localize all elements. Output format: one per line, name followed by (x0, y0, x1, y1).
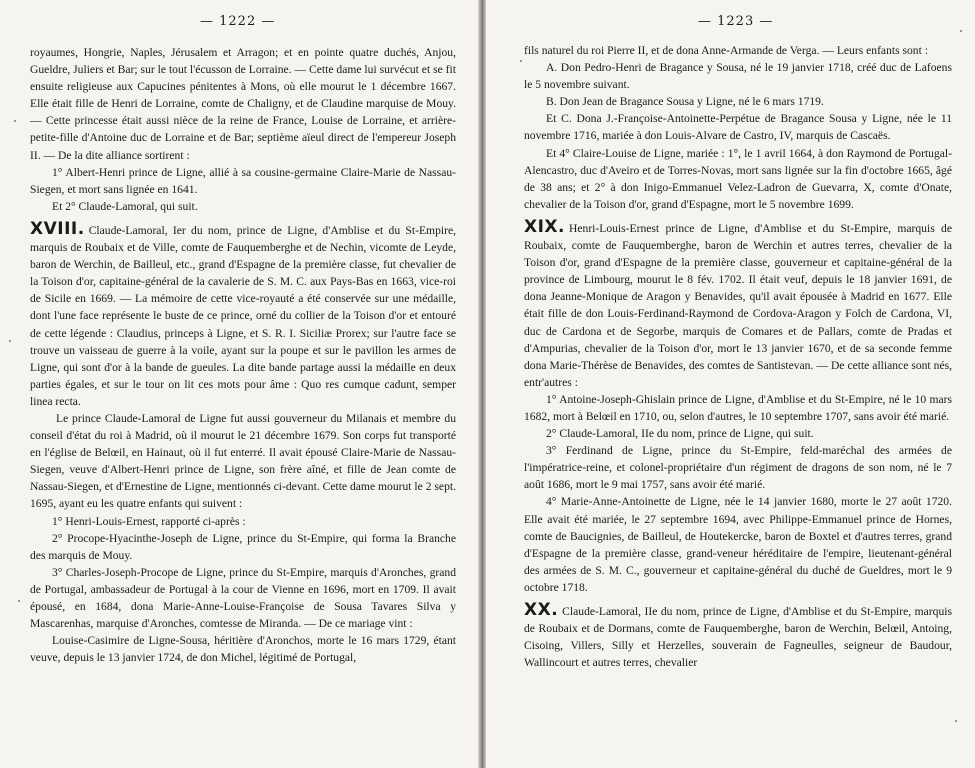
paragraph: Claude-Lamoral, Ier du nom, prince de Ligne, d'Amblise et du St-Empire, marquis de Roubaix et de Ville, comte de Fauquemberghe et de Nechin, vicomte de Leyde, baron de Werchin, de Bailleul, etc., grand d'Espagne de la première classe, fut chevalier de la Toison d'or, capitaine-général de la cavalerie de S. M. C. aux Pays-Bas en 1663, vice-roi de Sicile en 1669. — La mémoire de cette vice-royauté a été conservée sur une médaille, dont l'une face représente le buste de ce prince, orné du collier de la Toison d'or et entouré de cette légende : Claudius, princeps à Ligne, et S. R. I. Siciliæ Prorex; sur l'autre face se trouve un vaisseau de guerre à la voile, ayant sur la poupe et sur le pavillon les armes de Ligne, qui sont d'or à la bande de gueules. La dite bande partage aussi la médaille en deux parties égales, et sur le tour on lit ces mots pour âme : Quo res cumque cadunt, semper linea recta. (30, 223, 456, 408)
scan-speck (955, 720, 957, 722)
right-page (486, 0, 975, 768)
list-item: 4° Marie-Anne-Antoinette de Ligne, née le 14 janvier 1680, morte le 27 août 1720. Elle avait été mariée, le 27 septembre 1694, avec Philippe-Emmanuel prince de Hornes, comte de Baucignies, de Bailleul, de Houtekercke, baron de Boxtel et d'autres terres, grand d'Espagne de la première classe, grand-veneur héréditaire de l'empire, lieutenant-général des armées de S. M. C., gouverneur et capitaine-général du duché de Gueldres, mort le 9 octobre 1718. (524, 495, 952, 594)
list-item: 1° Henri-Louis-Ernest, rapporté ci-après : (52, 514, 246, 528)
scan-speck (960, 30, 962, 32)
list-item: 3° Charles-Joseph-Procope de Ligne, prince du St-Empire, marquis d'Aronches, grand de Portugal, ambassadeur de Portugal à la cour de Vienne en 1696, mort en 1709. Il avait épousé, en 1684, dona Marie-Anne-Louise-Françoise de Sousa Tavares Silva y Mascarenhas, marquise d'Aronches, comtesse de Miranda. — De ce mariage vint : (30, 565, 456, 631)
list-item: Et 2° Claude-Lamoral, qui suit. (52, 199, 198, 213)
list-item: 3° Ferdinand de Ligne, prince du St-Empire, feld-maréchal des armées de l'impératrice-reine, et colonel-propriétaire d'un régiment de dragons de son nom, né le 7 août 1686, mort le 9 mai 1757, sans avoir été marié. (524, 444, 952, 492)
scan-speck (520, 60, 522, 62)
generation-numeral: XIX. (524, 216, 565, 237)
list-item: Louise-Casimire de Ligne-Sousa, héritière d'Aronchos, morte le 16 mars 1729, étant veuve, depuis le 13 janvier 1724, de don Michel, légitimé de Portugal, (30, 634, 456, 665)
list-item: A. Don Pedro-Henri de Bragance y Sousa, né le 19 janvier 1718, créé duc de Lafoens le 5 novembre suivant. (524, 61, 952, 92)
list-item: Et 4° Claire-Louise de Ligne, mariée : 1°, le 1 avril 1664, à don Raymond de Portugal-Alencastro, duc d'Aveiro et de Torres-Novas, mort sans lignée sur la fin d'octobre 1665, âgé de 38 ans; et 2° à don Inigo-Emmanuel Velez-Ladron de Guevarra, X, comte d'Onate, chevalier de la Toison d'or, grand d'Espagne, mort le 5 novembre 1699. (524, 146, 952, 211)
list-item: B. Don Jean de Bragance Sousa y Ligne, né le 6 mars 1719. (546, 95, 824, 109)
paragraph: fils naturel du roi Pierre II, et de dona Anne-Armande de Verga. — Leurs enfants sont : (524, 44, 928, 57)
generation-entry (524, 602, 952, 671)
paragraph: Henri-Louis-Ernest prince de Ligne, d'Amblise et du St-Empire, marquis de Roubaix, comte de Fauquemberghe, baron de Werchin et autres terres, chevalier de la Toison d'or, grand d'Espagne de la première classe, gouverneur et capitaine-général de la province de Limbourg, mourut le 8 fév. 1702. Il était veuf, depuis le 18 janvier 1691, de dona Jeanne-Monique de Aragon y Benavides, qu'il avait épousée à Madrid en 1677. Elle était fille de don Louis-Ferdinand-Raymond de Cordova-Aragon y Folch de Cardona, VI, duc de Cardona et de Segorbe, marquis de Comares et de Pallars, comte de Pradas et d'Ampurias, chevalier de la Toison d'or, mort le 13 janvier 1670, et de sa seconde femme dona Marie-Thérèse de Benavides, des comtes de Santistevan. — De cette alliance sont nés, entr'autres : (524, 221, 952, 389)
list-item: 2° Procope-Hyacinthe-Joseph de Ligne, prince du St-Empire, qui forma la Branche des marquis de Mouy. (30, 531, 456, 562)
page-number: — 1222 — (200, 14, 276, 29)
scan-speck (9, 340, 11, 342)
list-item: 1° Antoine-Joseph-Ghislain prince de Ligne, d'Amblise et du St-Empire, né le 10 mars 1682, mort à Belœil en 1710, ou, selon d'autres, le 10 septembre 1707, sans avoir été marié. (524, 392, 952, 423)
left-page (0, 0, 478, 768)
page-text (524, 42, 952, 671)
book-gutter (478, 0, 486, 768)
list-item: 1° Albert-Henri prince de Ligne, allié à sa cousine-germaine Claire-Marie de Nassau-Siegen, et mort sans lignée en 1641. (30, 165, 456, 196)
paragraph: royaumes, Hongrie, Naples, Jérusalem et Arragon; et en pointe quatre duchés, Anjou, Gueldre, Juliers et Bar; sur le tout l'écusson de Lorraine. — Cette dame lui survécut et se fit ensuite religieuse aux Capucines pénitentes à Mons, où elle mourut le 1 décembre 1667. Elle était fille de Henri de Lorraine, comte de Chaligny, et de Claudine marquise de Mouy. — Cette princesse était aussi nièce de la reine de France, Louise de Lorraine, et arrière-petite-fille d'Antoine duc de Lorraine et de Bar; septième aïeul direct de l'empereur Joseph II. — De la dite alliance sortirent : (30, 46, 456, 162)
scan-speck (14, 120, 16, 122)
generation-numeral: XX. (524, 600, 559, 620)
paragraph: Le prince Claude-Lamoral de Ligne fut aussi gouverneur du Milanais et membre du conseil d'état du roi à Madrid, où il mourut le 21 décembre 1679. Son corps fut transporté en l'église de Belœil, en Hainaut, où il fut enterré. Il avait épousé Claire-Marie de Nassau-Siegen, veuve d'Albert-Henri prince de Ligne, son frère aîné, et fille de Jean comte de Nassau-Siegen, et d'Ernestine de Ligne, mentionnés ci-devant. Cette dame mourut le 2 sept. 1695, ayant eu les quatre enfants qui suivent : (30, 411, 456, 511)
list-item: 2° Claude-Lamoral, IIe du nom, prince de Ligne, qui suit. (546, 427, 814, 441)
list-item: Et C. Dona J.-Françoise-Antoinette-Perpétue de Bragance Sousa y Ligne, née le 11 novembre 1716, mariée à don Louis-Alvare de Castro, IV, marquis de Cascaës. (524, 112, 952, 143)
page-text (30, 44, 456, 666)
generation-numeral: XVIII. (30, 218, 85, 239)
generation-entry (524, 216, 952, 391)
page-number: — 1223 — (698, 14, 774, 29)
scan-speck (18, 600, 20, 602)
paragraph: Claude-Lamoral, IIe du nom, prince de Ligne, d'Amblise et du St-Empire, marquis de Roubaix et de Dormans, comte de Fauquemberghe, baron de Werchin, Belœil, Antoing, Cisoing, Villers, Silly et Herzelles, souverain de Fagneulles, seigneur de Baudour, Wallincourt et autres terres, chevalier (524, 605, 952, 670)
generation-entry (30, 218, 456, 410)
